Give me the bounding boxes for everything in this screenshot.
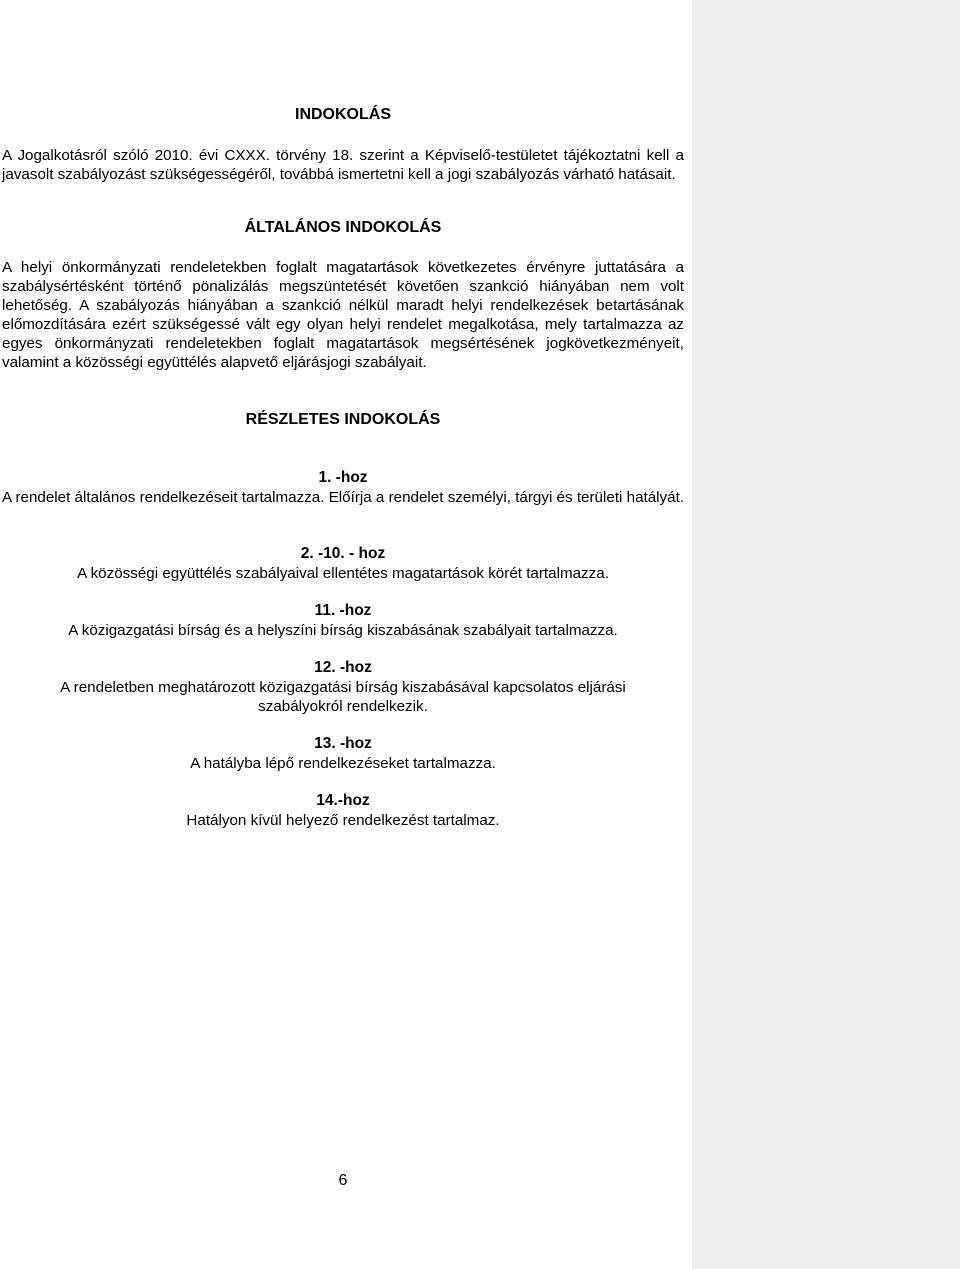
section-text: Hatályon kívül helyező rendelkezést tartalmaz. <box>186 812 500 829</box>
section-text: A hatályba lépő rendelkezéseket tartalmazza. <box>190 755 496 772</box>
section-title: 11. -hoz <box>314 602 372 619</box>
general-heading: ÁLTALÁNOS INDOKOLÁS <box>244 219 442 236</box>
section-title: 1. -hoz <box>318 469 368 486</box>
general-paragraph: A helyi önkormányzati rendeletekben foglalt magatartások következetes érvényre juttatására a szabálysértésként történő pönalizálás megszüntetését követően szankció hiányában nem volt lehetőség. A szabályozás hiányában a szankció nélkül maradt helyi rendelkezések betartásának előmozdítására ezért szükségessé vált egy olyan helyi rendelet megalkotása, mely tartalmazza az egyes önkormányzati rendeletekben foglalt magatartások megsértésének jogkövetkezményeit, valamint a közösségi együttélés alapvető eljárásjogi szabályait. <box>2 259 684 372</box>
intro-paragraph: A Jogalkotásról szóló 2010. évi CXXX. törvény 18. szerint a Képviselő-testületet tájékoztatni kell a javasolt szabályozást szükségességéről, továbbá ismertetni kell a jogi szabályozás várható hatásait. <box>2 147 684 184</box>
page-number: 6 <box>338 1172 348 1189</box>
document-title: INDOKOLÁS <box>295 106 391 123</box>
comment-pane <box>692 0 960 1269</box>
section-title: 12. -hoz <box>314 659 372 676</box>
section-title: 14.-hoz <box>316 792 370 809</box>
section-title: 13. -hoz <box>314 735 372 752</box>
detailed-heading: RÉSZLETES INDOKOLÁS <box>245 411 441 428</box>
section-title: 2. -10. - hoz <box>300 545 386 562</box>
section-text: A közigazgatási bírság és a helyszíni bírság kiszabásának szabályait tartalmazza. <box>68 622 618 639</box>
section-text: A közösségi együttélés szabályaival ellentétes magatartások körét tartalmazza. <box>77 565 609 582</box>
section-text: A rendeletben meghatározott közigazgatási bírság kiszabásával kapcsolatos eljárási szabályokról rendelkezik. <box>60 679 626 716</box>
section-text: A rendelet általános rendelkezéseit tartalmazza. Előírja a rendelet személyi, tárgyi és területi hatályát. <box>1 489 685 506</box>
